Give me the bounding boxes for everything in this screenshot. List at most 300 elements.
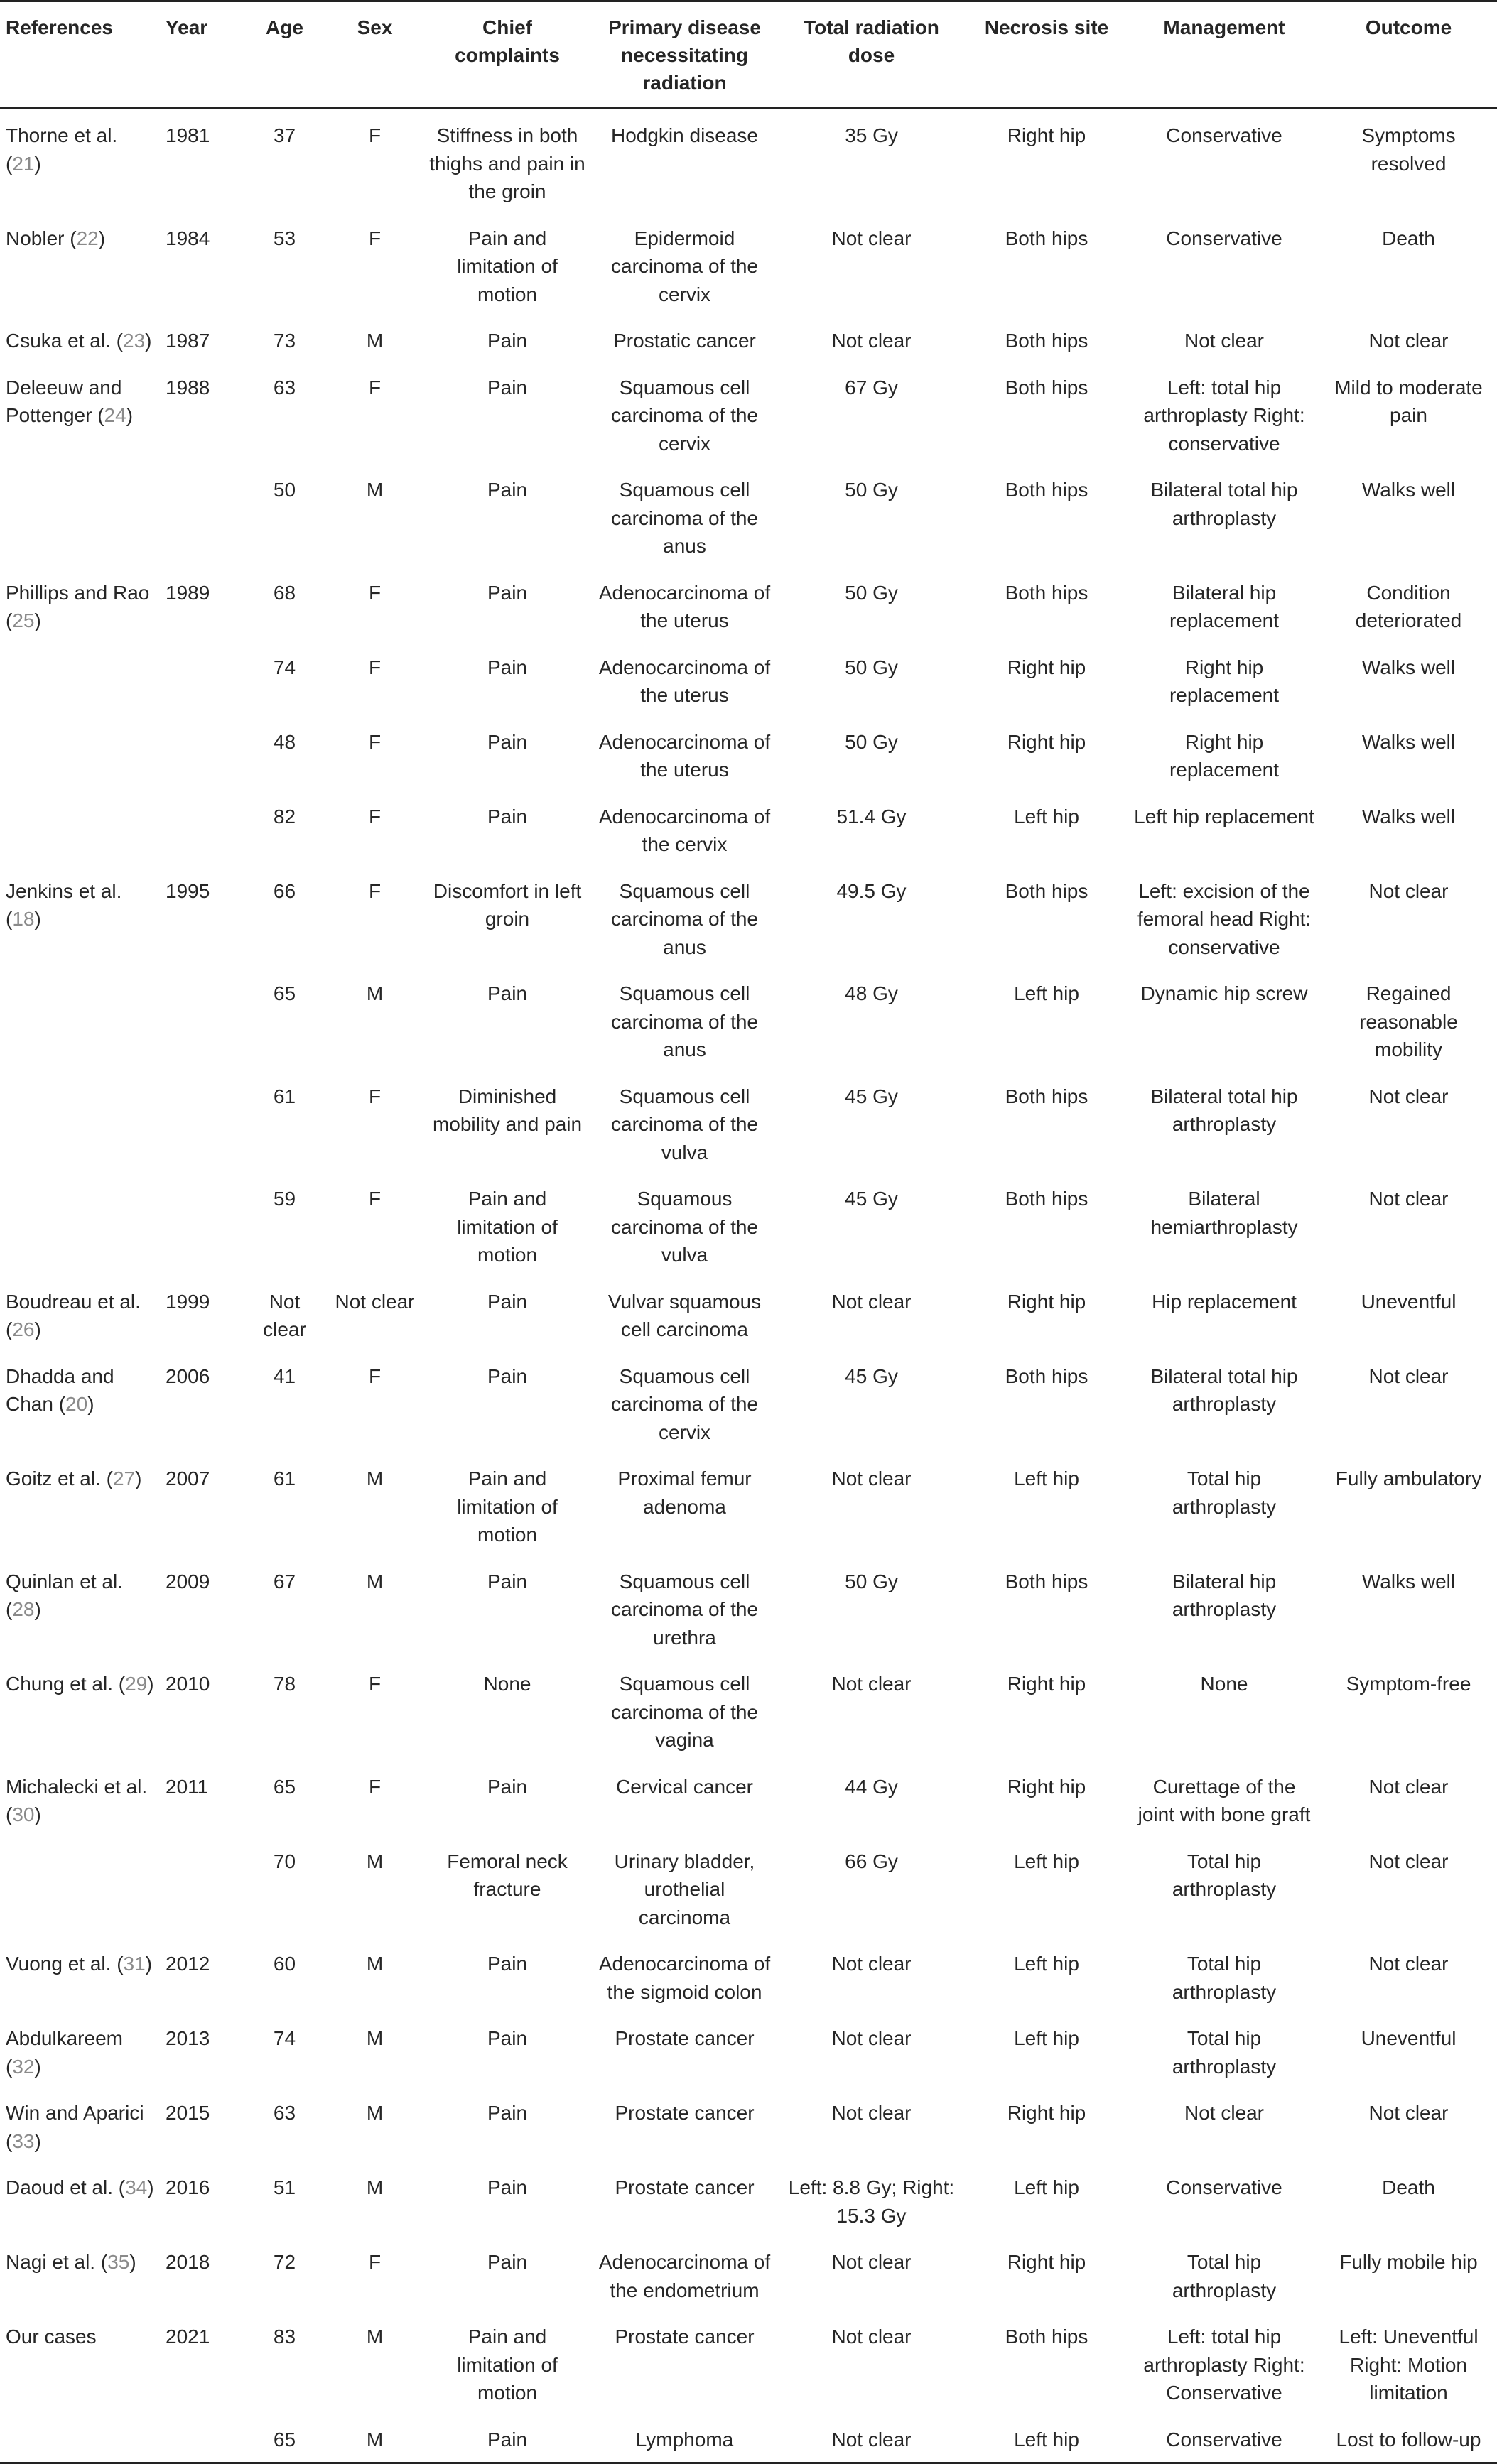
- cell-management: Bilateral hip arthroplasty: [1172, 1570, 1277, 1620]
- table-row: [0, 1275, 1497, 1350]
- cell-management: Dynamic hip screw: [1140, 982, 1308, 1004]
- cell-chief-complaint: Pain: [487, 479, 528, 501]
- cell-year: [160, 463, 243, 566]
- table-row: [0, 1835, 1497, 1938]
- cell-radiation-dose: 45 Gy: [845, 1085, 898, 1107]
- cell-necrosis-site: Both hips: [1005, 479, 1088, 501]
- cell-year: 1981: [166, 124, 210, 146]
- table-row: [0, 1937, 1497, 2012]
- cell-age: 74: [273, 656, 296, 678]
- cell-outcome: Not clear: [1368, 879, 1449, 902]
- cell-primary-disease: Adenocarcinoma of the endometrium: [598, 2251, 771, 2301]
- cell-primary-disease: Squamous cell carcinoma of the cervix: [611, 1364, 758, 1443]
- cell-chief-complaint: Pain: [487, 1364, 528, 1387]
- reference-number-link[interactable]: 18: [12, 908, 35, 930]
- cell-age: 82: [273, 805, 296, 827]
- cell-sex: M: [366, 982, 384, 1004]
- cell-reference: Boudreau et al. (26): [6, 1290, 141, 1340]
- cell-chief-complaint: Pain and limitation of motion: [457, 227, 558, 305]
- cell-reference: [0, 2413, 160, 2463]
- cell-reference: Vuong et al. (31): [6, 1953, 153, 1975]
- reference-text: Jenkins et al.: [6, 879, 122, 902]
- cell-management: Not clear: [1184, 2102, 1265, 2124]
- cell-year: [160, 967, 243, 1070]
- cell-necrosis-site: Both hips: [1005, 376, 1088, 398]
- cell-year: [160, 2413, 243, 2463]
- cell-necrosis-site: Both hips: [1005, 2325, 1088, 2348]
- reference-text: Daoud et al.: [6, 2176, 113, 2198]
- cell-reference: Deleeuw and Pottenger (24): [6, 376, 134, 426]
- cell-reference: [0, 715, 160, 790]
- cell-outcome: Death: [1382, 2176, 1435, 2198]
- cell-age: 51: [273, 2176, 296, 2198]
- cell-necrosis-site: Both hips: [1005, 227, 1088, 249]
- table-body: [0, 108, 1497, 2463]
- cell-outcome: Death: [1382, 227, 1435, 249]
- cell-necrosis-site: Left hip: [1014, 1850, 1079, 1872]
- cell-age: 41: [273, 1364, 296, 1387]
- cell-primary-disease: Squamous cell carcinoma of the urethra: [611, 1570, 758, 1649]
- reference-number-link[interactable]: 29: [125, 1673, 148, 1695]
- cell-necrosis-site: Right hip: [1007, 1290, 1086, 1313]
- cell-chief-complaint: Pain: [487, 581, 528, 604]
- cell-primary-disease: Adenocarcinoma of the uterus: [598, 730, 771, 781]
- header-chief-complaints: Chief complaints: [423, 1, 591, 108]
- cell-primary-disease: Adenocarcinoma of the uterus: [598, 656, 771, 706]
- cell-primary-disease: Vulvar squamous cell carcinoma: [607, 1290, 762, 1340]
- cell-chief-complaint: Pain: [487, 1570, 528, 1592]
- cell-outcome: Fully mobile hip: [1339, 2251, 1478, 2273]
- cell-necrosis-site: Both hips: [1005, 1570, 1088, 1592]
- cell-sex: M: [326, 2413, 423, 2463]
- cell-sex: M: [366, 2176, 384, 2198]
- cell-radiation-dose: 44 Gy: [845, 1775, 898, 1798]
- cell-reference: Chung et al. (29): [6, 1673, 154, 1695]
- reference-number-link[interactable]: 22: [76, 227, 99, 249]
- cell-age: 78: [273, 1673, 296, 1695]
- cell-primary-disease: Squamous cell carcinoma of the anus: [611, 879, 758, 958]
- cell-management: Total hip arthroplasty: [1172, 1953, 1277, 2003]
- reference-text: Csuka et al.: [6, 330, 111, 352]
- cell-year: 2009: [166, 1570, 210, 1592]
- cell-reference: [0, 641, 160, 715]
- reference-text: Goitz et al.: [6, 1467, 101, 1489]
- reference-number-link[interactable]: 34: [125, 2176, 148, 2198]
- cell-sex: F: [368, 730, 382, 753]
- cell-outcome: Not clear: [1368, 2102, 1449, 2124]
- cell-year: [160, 790, 243, 864]
- cell-reference: [0, 1070, 160, 1173]
- cell-sex: M: [366, 2325, 384, 2348]
- cell-radiation-dose: 50 Gy: [845, 1570, 898, 1592]
- cell-sex: F: [368, 2251, 382, 2273]
- cell-outcome: Left: Uneventful Right: Motion limitation: [1339, 2325, 1479, 2404]
- reference-number-link[interactable]: 27: [112, 1467, 136, 1489]
- cell-age: 59: [273, 1188, 296, 1210]
- cell-chief-complaint: Pain and limitation of motion: [457, 2325, 558, 2404]
- cell-year: 2007: [166, 1467, 210, 1489]
- cell-sex: Not clear: [335, 1290, 415, 1313]
- cell-sex: M: [366, 479, 384, 501]
- cell-year: 2018: [166, 2251, 210, 2273]
- table-row: [0, 1172, 1497, 1275]
- cell-chief-complaint: Pain: [487, 330, 528, 352]
- cell-management: Bilateral hemiarthroplasty: [1150, 1188, 1298, 1238]
- cell-reference: [0, 463, 160, 566]
- reference-text: Deleeuw and Pottenger: [6, 376, 122, 426]
- cell-necrosis-site: Both hips: [1005, 1085, 1088, 1107]
- cell-sex: F: [368, 879, 382, 902]
- reference-text: Vuong et al.: [6, 1953, 112, 1975]
- cell-outcome: Not clear: [1368, 1953, 1449, 1975]
- cell-outcome: Walks well: [1361, 1570, 1456, 1592]
- cell-year: 2016: [166, 2176, 210, 2198]
- cell-outcome: Condition deteriorated: [1355, 581, 1462, 631]
- reference-number-link[interactable]: 25: [12, 609, 35, 631]
- cell-chief-complaint: Pain: [487, 1953, 528, 1975]
- cell-year: 1984: [166, 227, 210, 249]
- cell-outcome: Mild to moderate pain: [1334, 376, 1483, 426]
- cell-outcome: Fully ambulatory: [1335, 1467, 1482, 1489]
- cell-primary-disease: Squamous cell carcinoma of the vagina: [611, 1673, 758, 1751]
- cell-radiation-dose: Not clear: [831, 2251, 912, 2273]
- cell-reference: Nagi et al. (35): [6, 2251, 136, 2273]
- table-row: [0, 2413, 1497, 2463]
- cell-chief-complaint: Pain: [487, 2102, 528, 2124]
- cell-age: 70: [273, 1850, 296, 1872]
- table-row: [0, 967, 1497, 1070]
- cell-sex: M: [366, 1570, 384, 1592]
- cell-primary-disease: Prostatic cancer: [613, 330, 756, 352]
- cell-radiation-dose: 51.4 Gy: [836, 805, 907, 827]
- cell-radiation-dose: Not clear: [831, 1290, 912, 1313]
- reference-text: Dhadda and Chan: [6, 1364, 114, 1415]
- cell-chief-complaint: Femoral neck fracture: [447, 1850, 568, 1900]
- cell-year: 2010: [166, 1673, 210, 1695]
- cell-primary-disease: Epidermoid carcinoma of the cervix: [611, 227, 758, 305]
- cell-chief-complaint: Pain: [487, 982, 528, 1004]
- cell-reference: Quinlan et al. (28): [6, 1570, 123, 1620]
- cell-radiation-dose: 67 Gy: [845, 376, 898, 398]
- cell-outcome: Uneventful: [1361, 2027, 1457, 2049]
- cell-chief-complaint: None: [483, 1673, 531, 1695]
- cell-necrosis-site: Both hips: [1005, 879, 1088, 902]
- cell-radiation-dose: Not clear: [831, 1953, 912, 1975]
- cell-year: 1995: [166, 879, 210, 902]
- cell-radiation-dose: 35 Gy: [845, 124, 898, 146]
- cell-management: Bilateral total hip arthroplasty: [1150, 479, 1298, 529]
- cell-outcome: Regained reasonable mobility: [1359, 982, 1458, 1060]
- cell-reference: Csuka et al. (23): [6, 330, 152, 352]
- cell-radiation-dose: 50 Gy: [845, 656, 898, 678]
- table-row: [0, 566, 1497, 641]
- cell-age: 66: [273, 879, 296, 902]
- reference-number-link[interactable]: 30: [12, 1803, 35, 1825]
- cell-chief-complaint: Pain: [487, 2176, 528, 2198]
- cell-age: 72: [273, 2251, 296, 2273]
- cell-sex: F: [368, 1188, 382, 1210]
- cell-year: 2006: [166, 1364, 210, 1387]
- cell-year: [160, 1070, 243, 1173]
- cell-chief-complaint: Pain: [487, 2027, 528, 2049]
- table-row: [0, 463, 1497, 566]
- cell-necrosis-site: Right hip: [1007, 730, 1086, 753]
- cell-chief-complaint: Pain: [487, 656, 528, 678]
- cell-radiation-dose: 49.5 Gy: [836, 879, 907, 902]
- cell-chief-complaint: Pain: [487, 1290, 528, 1313]
- table-row: [0, 314, 1497, 361]
- table-row: [0, 212, 1497, 315]
- cell-age: 61: [273, 1085, 296, 1107]
- cell-outcome: Walks well: [1361, 656, 1456, 678]
- cell-management: Right hip replacement: [1169, 656, 1280, 706]
- reference-number-link[interactable]: 26: [12, 1318, 35, 1340]
- cell-outcome: Not clear: [1368, 330, 1449, 352]
- cell-age: 53: [273, 227, 296, 249]
- cell-primary-disease: Prostate cancer: [615, 2102, 755, 2124]
- cell-necrosis-site: Both hips: [1005, 1364, 1088, 1387]
- cell-management: Right hip replacement: [1169, 730, 1280, 781]
- reference-text: Thorne et al.: [6, 124, 118, 146]
- cell-primary-disease: Prostate cancer: [615, 2027, 755, 2049]
- cell-age: 65: [273, 1775, 296, 1798]
- table-row: [0, 108, 1497, 212]
- cell-outcome: Lost to follow-up: [1320, 2413, 1497, 2463]
- cell-primary-disease: Proximal femur adenoma: [617, 1467, 752, 1518]
- cell-management: Total hip arthroplasty: [1172, 1850, 1277, 1900]
- table-row: [0, 361, 1497, 464]
- cell-management: Left hip replacement: [1134, 805, 1314, 827]
- cell-outcome: Symptom-free: [1346, 1673, 1471, 1695]
- reference-text: Nobler: [6, 227, 65, 249]
- cell-necrosis-site: Left hip: [1014, 1467, 1079, 1489]
- reference-number-link[interactable]: 24: [104, 404, 126, 426]
- cell-age: 63: [273, 2102, 296, 2124]
- cell-year: 2015: [166, 2102, 210, 2124]
- header-year: Year: [160, 1, 243, 108]
- cell-management: Curettage of the joint with bone graft: [1137, 1775, 1311, 1825]
- cell-reference: Abdulkareem (32): [6, 2027, 123, 2078]
- cell-chief-complaint: Diminished mobility and pain: [432, 1085, 583, 1135]
- cell-management: Total hip arthroplasty: [1172, 2027, 1277, 2078]
- cell-sex: F: [368, 1364, 382, 1387]
- cell-management: Total hip arthroplasty: [1172, 2251, 1277, 2301]
- cell-sex: M: [366, 330, 384, 352]
- cell-primary-disease: Lymphoma: [591, 2413, 778, 2463]
- cell-sex: F: [368, 1775, 382, 1798]
- cell-necrosis-site: Right hip: [1007, 124, 1086, 146]
- table-row: [0, 2012, 1497, 2086]
- cell-management: Conservative: [1128, 2413, 1320, 2463]
- reference-number-link[interactable]: 32: [12, 2055, 35, 2078]
- cell-chief-complaint: Discomfort in left groin: [433, 879, 582, 930]
- cell-age: 61: [273, 1467, 296, 1489]
- table-row: [0, 1452, 1497, 1555]
- cell-chief-complaint: Stiffness in both thighs and pain in the groin: [429, 124, 585, 202]
- reference-text: Win and Aparici: [6, 2102, 144, 2124]
- cell-necrosis-site: Right hip: [1007, 2102, 1086, 2124]
- cell-radiation-dose: Not clear: [831, 2027, 912, 2049]
- cell-year: [160, 641, 243, 715]
- cell-sex: M: [366, 1467, 384, 1489]
- cell-primary-disease: Adenocarcinoma of the uterus: [598, 581, 771, 631]
- cell-reference: [0, 1835, 160, 1938]
- table-row: [0, 1070, 1497, 1173]
- cell-chief-complaint: Pain: [487, 1775, 528, 1798]
- cell-chief-complaint: Pain and limitation of motion: [457, 1467, 558, 1546]
- cell-primary-disease: Prostate cancer: [615, 2325, 755, 2348]
- cell-necrosis-site: Both hips: [1005, 1188, 1088, 1210]
- cell-age: 63: [273, 376, 296, 398]
- cell-necrosis-site: Left hip: [1014, 1953, 1079, 1975]
- cell-outcome: Walks well: [1361, 730, 1456, 753]
- cell-management: Bilateral total hip arthroplasty: [1150, 1085, 1298, 1135]
- cell-necrosis-site: Right hip: [1007, 2251, 1086, 2273]
- cell-necrosis-site: Left hip: [965, 2413, 1128, 2463]
- cell-year: 2021: [166, 2325, 210, 2348]
- cell-radiation-dose: Not clear: [831, 1673, 912, 1695]
- cell-outcome: Not clear: [1368, 1085, 1449, 1107]
- cell-year: 2013: [166, 2027, 210, 2049]
- reference-text: Phillips and Rao: [6, 581, 150, 604]
- cell-year: 1999: [166, 1290, 210, 1313]
- reference-number-link[interactable]: 23: [122, 330, 146, 352]
- table-row: [0, 1555, 1497, 1658]
- cell-primary-disease: Squamous cell carcinoma of the anus: [611, 479, 758, 557]
- header-sex: Sex: [326, 1, 423, 108]
- reference-number-link[interactable]: 33: [12, 2129, 35, 2152]
- cell-chief-complaint: Pain: [487, 376, 528, 398]
- table-row: [0, 2161, 1497, 2235]
- cell-sex: F: [368, 1085, 382, 1107]
- reference-text: Quinlan et al.: [6, 1570, 123, 1592]
- cell-radiation-dose: Left: 8.8 Gy; Right: 15.3 Gy: [788, 2176, 955, 2227]
- table-row: [0, 864, 1497, 967]
- cell-management: Bilateral total hip arthroplasty: [1150, 1364, 1298, 1415]
- reference-text: Abdulkareem: [6, 2027, 123, 2049]
- table-row: [0, 1350, 1497, 1453]
- cell-sex: M: [366, 1953, 384, 1975]
- reference-text: Nagi et al.: [6, 2251, 96, 2273]
- cell-radiation-dose: 45 Gy: [845, 1364, 898, 1387]
- cell-year: [160, 1835, 243, 1938]
- table-row: [0, 790, 1497, 864]
- cell-age: 83: [273, 2325, 296, 2348]
- cell-chief-complaint: Pain: [487, 2251, 528, 2273]
- cell-reference: Jenkins et al. (18): [6, 879, 122, 930]
- cell-reference: [0, 1172, 160, 1275]
- cell-management: Conservative: [1166, 227, 1282, 249]
- reference-number-link[interactable]: 31: [123, 1953, 146, 1975]
- reference-number-link[interactable]: 35: [107, 2251, 130, 2273]
- cell-year: 2012: [166, 1953, 210, 1975]
- header-radiation-dose: Total radiation dose: [778, 1, 965, 108]
- cell-radiation-dose: Not clear: [778, 2413, 965, 2463]
- reference-text: Chung et al.: [6, 1673, 113, 1695]
- cell-necrosis-site: Right hip: [1007, 656, 1086, 678]
- cell-chief-complaint: Pain: [487, 730, 528, 753]
- table-row: [0, 2235, 1497, 2310]
- reference-text: Boudreau et al.: [6, 1290, 141, 1313]
- cell-reference: Daoud et al. (34): [6, 2176, 154, 2198]
- cell-age: 65: [243, 2413, 326, 2463]
- cell-age: 60: [273, 1953, 296, 1975]
- cell-year: [160, 715, 243, 790]
- cell-necrosis-site: Left hip: [1014, 982, 1079, 1004]
- cell-reference: [0, 790, 160, 864]
- cell-age: 50: [273, 479, 296, 501]
- cell-year: 1988: [166, 376, 210, 398]
- cell-reference: Thorne et al. (21): [6, 124, 118, 175]
- cell-sex: M: [366, 2027, 384, 2049]
- table-row: [0, 1760, 1497, 1835]
- cell-age: 67: [273, 1570, 296, 1592]
- table-row: [0, 715, 1497, 790]
- cell-year: 1989: [166, 581, 210, 604]
- table-row: [0, 2086, 1497, 2161]
- cell-age: 65: [273, 982, 296, 1004]
- cell-outcome: Symptoms resolved: [1361, 124, 1456, 175]
- cell-management: Left: excision of the femoral head Right: conservative: [1137, 879, 1312, 958]
- cell-necrosis-site: Left hip: [1014, 2027, 1079, 2049]
- header-references: References: [0, 1, 160, 108]
- cell-outcome: Uneventful: [1361, 1290, 1457, 1313]
- cell-primary-disease: Squamous cell carcinoma of the vulva: [611, 1085, 758, 1163]
- cell-reference: Win and Aparici (33): [6, 2102, 144, 2152]
- cell-radiation-dose: 50 Gy: [845, 581, 898, 604]
- cell-age: 68: [273, 581, 296, 604]
- cell-primary-disease: Adenocarcinoma of the cervix: [598, 805, 771, 855]
- header-necrosis-site: Necrosis site: [965, 1, 1128, 108]
- table-row: [0, 1657, 1497, 1760]
- cell-management: Conservative: [1166, 2176, 1282, 2198]
- reference-text: Our cases: [6, 2325, 97, 2348]
- cell-outcome: Not clear: [1368, 1850, 1449, 1872]
- cell-primary-disease: Prostate cancer: [615, 2176, 755, 2198]
- header-age: Age: [243, 1, 326, 108]
- cell-management: Hip replacement: [1152, 1290, 1297, 1313]
- cell-management: Not clear: [1184, 330, 1265, 352]
- cell-necrosis-site: Right hip: [1007, 1673, 1086, 1695]
- cell-radiation-dose: Not clear: [831, 227, 912, 249]
- cell-year: 2011: [166, 1775, 209, 1798]
- cell-radiation-dose: 66 Gy: [845, 1850, 898, 1872]
- cell-outcome: Not clear: [1368, 1364, 1449, 1387]
- cell-age: 48: [273, 730, 296, 753]
- cell-radiation-dose: Not clear: [831, 2102, 912, 2124]
- cell-necrosis-site: Right hip: [1007, 1775, 1086, 1798]
- cell-reference: Phillips and Rao (25): [6, 581, 150, 631]
- header-primary-disease: Primary disease necessitating radiation: [591, 1, 778, 108]
- table-row: [0, 641, 1497, 715]
- cell-chief-complaint: Pain: [423, 2413, 591, 2463]
- cell-radiation-dose: 50 Gy: [845, 730, 898, 753]
- cell-reference: Michalecki et al. (30): [6, 1775, 148, 1825]
- cell-outcome: Not clear: [1368, 1188, 1449, 1210]
- header-outcome: Outcome: [1320, 1, 1497, 108]
- cell-radiation-dose: 48 Gy: [845, 982, 898, 1004]
- reference-number-link[interactable]: 20: [65, 1393, 88, 1415]
- cell-management: Conservative: [1166, 124, 1282, 146]
- cell-reference: Goitz et al. (27): [6, 1467, 142, 1489]
- cell-age: 74: [273, 2027, 296, 2049]
- reference-number-link[interactable]: 21: [12, 152, 35, 175]
- header-management: Management: [1128, 1, 1320, 108]
- cell-primary-disease: Cervical cancer: [616, 1775, 753, 1798]
- reference-number-link[interactable]: 28: [12, 1598, 35, 1620]
- table-row: [0, 2310, 1497, 2413]
- cell-age: 37: [273, 124, 296, 146]
